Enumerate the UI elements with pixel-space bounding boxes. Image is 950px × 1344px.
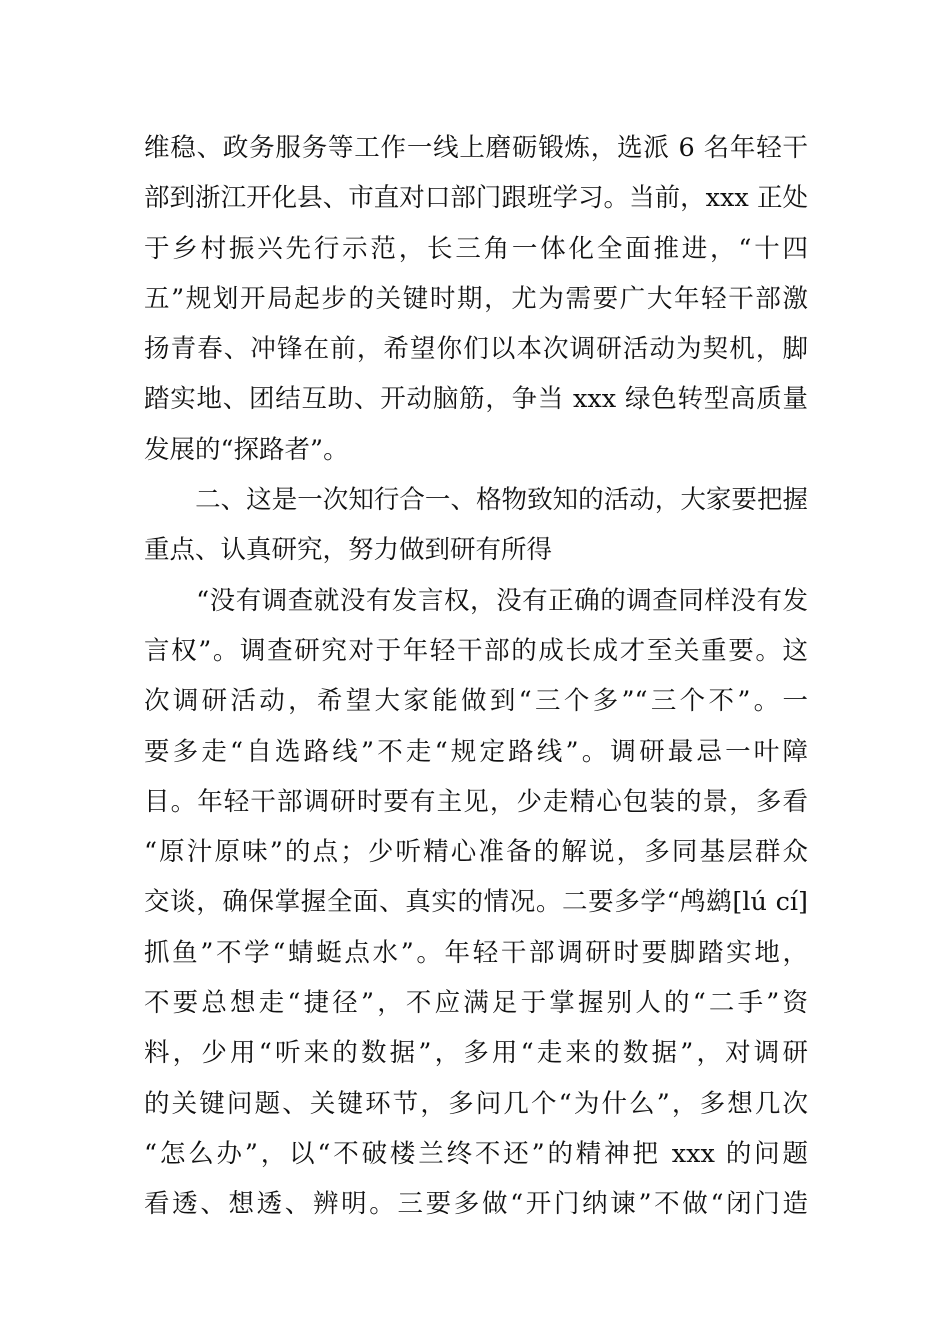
text-line: 不要总想走“捷径”，不应满足于掌握别人的“二手”资 — [144, 988, 808, 1019]
document-body — [144, 123, 808, 1230]
text-line: 次调研活动，希望大家能做到“三个多”“三个不”。一 — [144, 686, 808, 717]
text-line: 抓鱼”不学“蜻蜓点水”。年轻干部调研时要脚踏实地， — [144, 937, 808, 968]
text-line: 料，少用“听来的数据”，多用“走来的数据”，对调研 — [144, 1038, 808, 1069]
text-line: 二、这是一次知行合一、格物致知的活动，大家要把握 — [144, 485, 808, 516]
text-line: 要多走“自选路线”不走“规定路线”。调研最忌一叶障 — [144, 736, 808, 767]
text-line: 于乡村振兴先行示范，长三角一体化全面推进，“十四 — [144, 233, 808, 264]
text-line: “怎么办”，以“不破楼兰终不还”的精神把 xxx 的问题 — [144, 1138, 808, 1169]
paragraph-1 — [144, 123, 808, 475]
text-line: 看透、想透、辨明。三要多做“开门纳谏”不做“闭门造 — [144, 1189, 808, 1220]
text-line: 的关键问题、关键环节，多问几个“为什么”，多想几次 — [144, 1088, 808, 1119]
text-line: 踏实地、团结互助、开动脑筋，争当 xxx 绿色转型高质量 — [144, 384, 808, 415]
text-line: 言权”。调查研究对于年轻干部的成长成才至关重要。这 — [144, 635, 808, 666]
paragraph-2-heading — [144, 475, 808, 576]
text-line: “没有调查就没有发言权，没有正确的调查同样没有发 — [144, 585, 808, 616]
text-line: 扬青春、冲锋在前，希望你们以本次调研活动为契机，脚 — [144, 334, 808, 365]
text-line: 交谈，确保掌握全面、真实的情况。二要多学“鸬鹚[lú cí] — [144, 887, 808, 918]
paragraph-3 — [144, 576, 808, 1230]
text-line: 重点、认真研究，努力做到研有所得 — [144, 535, 553, 566]
text-line: “原汁原味”的点；少听精心准备的解说，多同基层群众 — [144, 837, 808, 868]
text-line: 目。年轻干部调研时要有主见，少走精心包装的景，多看 — [144, 786, 808, 817]
text-line: 发展的“探路者”。 — [144, 434, 349, 465]
text-line: 五”规划开局起步的关键时期，尤为需要广大年轻干部激 — [144, 283, 808, 314]
text-line: 部到浙江开化县、市直对口部门跟班学习。当前，xxx 正处 — [144, 183, 808, 214]
text-line: 维稳、政务服务等工作一线上磨砺锻炼，选派 6 名年轻干 — [144, 133, 808, 163]
